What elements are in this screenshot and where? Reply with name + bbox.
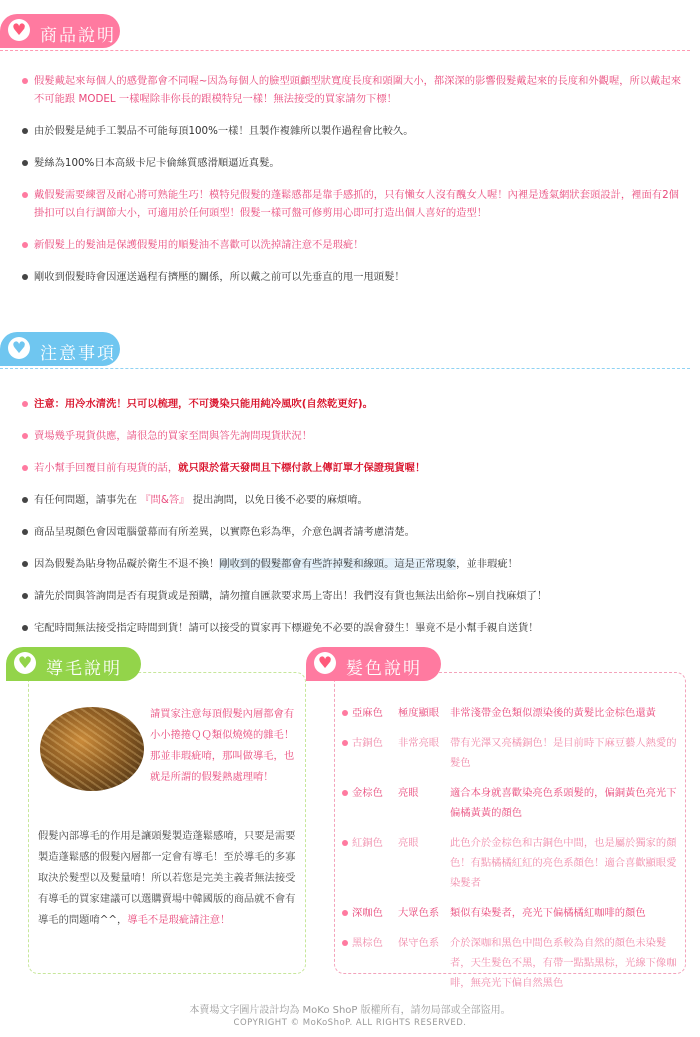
color-row-bronze: 古銅色 非常亮眼 帶有光澤又亮橘銅色！是目前時下麻豆藝人熱愛的髮色 (342, 733, 678, 773)
bullet-icon (22, 529, 28, 535)
list-item: 因為假髮為貼身物品礙於衛生不退不換！剛收到的假髮都會有些許掉髮和線頭。這是正常現象，並非瑕疵！ (22, 555, 682, 573)
bullet-icon (342, 710, 348, 716)
list-item: 假髮戴起來每個人的感覺都會不同喔~因為每個人的臉型頭顱型狀寬度長度和頭圍大小，都深深的影響假髮戴起來的長度和外觀喔，所以戴起來不可能跟 MODEL 一樣喔除非你長的跟模特兒一樣！無法接受的買家請勿下標！ (22, 72, 682, 108)
color-row-copper-red: 紅銅色 亮眼 此色介於金棕色和古銅色中間，也是屬於獨家的顏色！有點橘橘紅紅的亮色系顏色！適合喜歡顯眼愛染髮者 (342, 833, 678, 893)
list-item: 賣場幾乎現貨供應，請很急的買家至問與答先詢問現貨狀況！ (22, 427, 682, 445)
guard-hair-section-title: 導毛說明 (46, 659, 122, 679)
heart-icon: ♥ (14, 652, 36, 674)
list-item: 戴假髮需要練習及耐心將可熟能生巧！模特兒假髮的蓬鬆感都是靠手感抓的，只有懶女人沒有醜女人喔！內裡是透氣網狀套頭設計，裡面有2個掛扣可以自行調節大小，可適用於任何頭型！假髮一樣可盤可修剪用心即可打造出個人喜好的造型！ (22, 186, 682, 222)
color-row-flax: 亞麻色 極度顯眼 非常淺帶金色類似漂染後的黃髮比金棕色還黃 (342, 703, 678, 723)
bullet-icon (342, 790, 348, 796)
notice-section-title: 注意事項 (40, 344, 116, 364)
bullet-icon (22, 128, 28, 134)
list-item: 請先於問與答詢問是否有現貨或是預購，請勿擅自匯款要求馬上寄出！我們沒有貨也無法出給你~別自找麻煩了！ (22, 587, 682, 605)
list-item: 新假髮上的髮油是保護假髮用的順髮油不喜歡可以洗掉請注意不是瑕疵！ (22, 236, 682, 254)
list-item: 髮絲為100%日本高級卡尼卡倫絲質感滑順逼近真髮。 (22, 154, 682, 172)
color-row-dark-coffee: 深咖色 大眾色系 類似有染髮者，亮光下偏橘橘紅咖啡的顏色 (342, 903, 678, 923)
bullet-icon (342, 910, 348, 916)
notice-section-header (0, 332, 700, 372)
bullet-icon (22, 561, 28, 567)
bullet-icon (22, 192, 28, 198)
heart-icon: ♥ (314, 652, 336, 674)
hair-color-section-header (306, 647, 456, 687)
bullet-icon (22, 78, 28, 84)
bullet-icon (22, 401, 28, 407)
bullet-icon (22, 242, 28, 248)
bullet-icon (22, 160, 28, 166)
bullet-icon (342, 840, 348, 846)
bullet-icon (22, 497, 28, 503)
list-item: 由於假髮是純手工製品不可能每頂100%一樣！且製作複雜所以製作過程會比較久。 (22, 122, 682, 140)
color-row-black-brown: 黑棕色 保守色系 介於深咖和黑色中間色系較為自然的顏色未染髮者，天生髮色不黑，有帶一點點黑棕，光線下像咖啡，無亮光下偏自然黑色 (342, 933, 678, 993)
guard-hair-intro: 請買家注意每頂假髮內層都會有小小捲捲ＱＱ類似燒燒的雜毛！那並非瑕疵唷，那叫做導毛，也就是所謂的假髮熱處理唷！ (150, 708, 295, 783)
bullet-icon (22, 433, 28, 439)
product-section-header (0, 14, 700, 54)
list-item: 注意：用冷水清洗！只可以梳理，不可燙染只能用純冷風吹(自然乾更好)。 (22, 395, 682, 413)
bullet-icon (22, 625, 28, 631)
divider (0, 50, 690, 51)
bullet-icon (22, 465, 28, 471)
list-item: 宅配時間無法接受指定時間到貨！請可以接受的買家再下標避免不必要的誤會發生！畢竟不是小幫手親自送貨！ (22, 619, 682, 637)
list-item: 剛收到假髮時會因運送過程有擠壓的關係，所以戴之前可以先垂直的甩一甩頭髮！ (22, 268, 682, 286)
guard-hair-section-header (6, 647, 156, 687)
bullet-icon (22, 593, 28, 599)
guard-hair-photo (40, 707, 144, 791)
guard-hair-desc: 假髮內部導毛的作用是讓頭髮製造蓬鬆感唷，只要是需要製造蓬鬆感的假髮內層都一定會有導毛！至於導毛的多寡取決於髮型以及髮量唷！所以若您是完美主義者無法接受有導毛的買家建議可以選購賣場中韓國版的商品就不會有導毛的問題唷^^，導毛不是瑕疵請注意！ (38, 830, 296, 926)
color-row-golden-brown: 金棕色 亮眼 適合本身就喜歡染亮色系頭髮的，偏銅黃色亮光下偏橘黃黃的顏色 (342, 783, 678, 823)
notice-list (22, 395, 682, 651)
heart-icon: ♥ (8, 337, 30, 359)
hair-color-table (342, 703, 678, 1003)
product-list (22, 72, 682, 300)
divider (0, 368, 690, 369)
list-item: 商品呈現顏色會因電腦螢幕而有所差異，以實際色彩為準，介意色調者請考慮清楚。 (22, 523, 682, 541)
hair-color-section-title: 髮色說明 (346, 659, 422, 679)
bullet-icon (22, 274, 28, 280)
qa-link[interactable]: 『問&答』 (140, 494, 190, 506)
copyright-line: COPYRIGHT © MoKoShoP. ALL RIGHTS RESERVED. (233, 1018, 467, 1028)
bullet-icon (342, 740, 348, 746)
product-section-title: 商品說明 (40, 26, 116, 46)
list-item: 有任何問題，請事先在 『問&答』 提出詢問，以免日後不必要的麻煩唷。 (22, 491, 682, 509)
list-item: 若小幫手回覆目前有現貨的話，就只限於當天發問且下標付款上傳訂單才保證現貨喔！ (22, 459, 682, 477)
bullet-icon (342, 940, 348, 946)
copyright-notice: 本賣場文字圖片設計均為 MoKo ShoP 版權所有，請勿局部或全部盜用。 (189, 1005, 511, 1016)
heart-icon: ♥ (8, 19, 30, 41)
